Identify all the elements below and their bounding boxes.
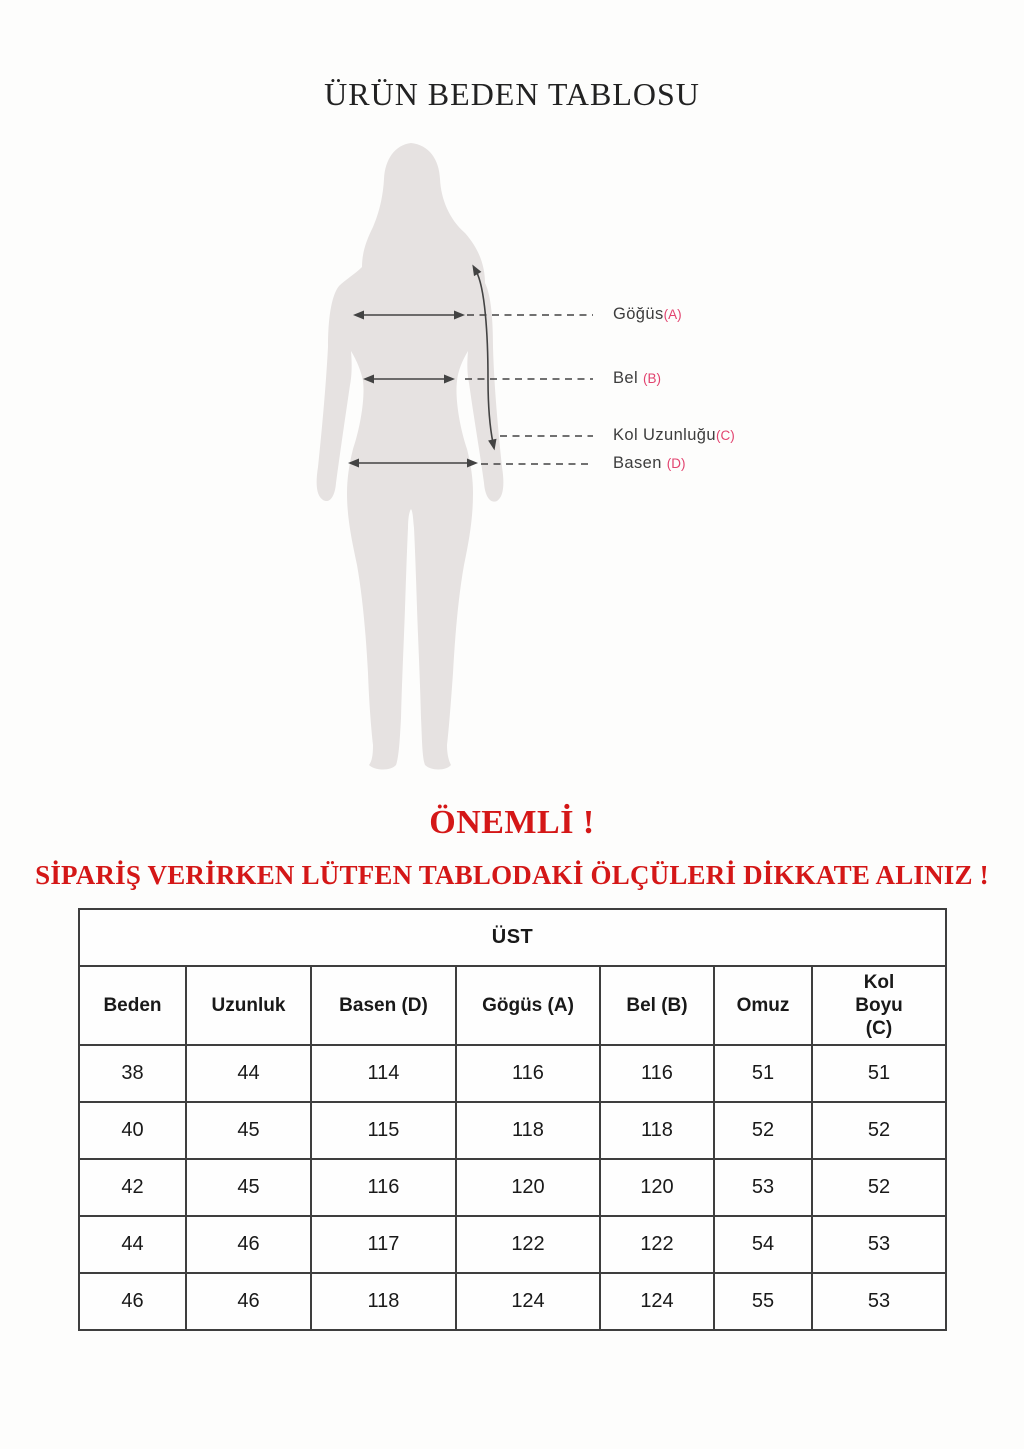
measurement-label-arm-length: [613, 425, 735, 446]
measure-cell: 51: [714, 1045, 812, 1102]
column-header-4: Bel (B): [600, 966, 714, 1045]
page-title: ÜRÜN BEDEN TABLOSU: [324, 76, 700, 112]
measure-cell: 124: [600, 1273, 714, 1330]
table-row: [79, 1102, 946, 1159]
measure-cell: 52: [812, 1159, 946, 1216]
measure-cell: 118: [600, 1102, 714, 1159]
measurement-letter: (A): [663, 307, 682, 322]
measurement-label-text: Bel: [613, 369, 644, 387]
size-cell: 42: [79, 1159, 186, 1216]
measurement-label-hip: [613, 453, 686, 474]
size-cell: 46: [79, 1273, 186, 1330]
female-silhouette-graphic: [295, 135, 615, 785]
measure-cell: 120: [600, 1159, 714, 1216]
measure-cell: 53: [714, 1159, 812, 1216]
column-header-5: Omuz: [714, 966, 812, 1045]
measure-cell: 55: [714, 1273, 812, 1330]
important-heading: ÖNEMLİ !: [429, 804, 595, 841]
measure-cell: 116: [311, 1159, 456, 1216]
column-header-0: Beden: [79, 966, 186, 1045]
measure-cell: 116: [456, 1045, 600, 1102]
measure-cell: 116: [600, 1045, 714, 1102]
column-header-6: Kol Boyu (C): [812, 966, 946, 1045]
measurement-diagram: [295, 135, 995, 785]
table-row: [79, 1045, 946, 1102]
measure-cell: 45: [186, 1159, 311, 1216]
table-row: [79, 1273, 946, 1330]
measure-cell: 122: [456, 1216, 600, 1273]
measure-cell: 115: [311, 1102, 456, 1159]
measurement-letter: (C): [715, 428, 735, 443]
important-note: SİPARİŞ VERİRKEN LÜTFEN TABLODAKİ ÖLÇÜLERİ DİKKATE ALINIZ !: [35, 860, 989, 890]
column-header-1: Uzunluk: [186, 966, 311, 1045]
table-row: [79, 1216, 946, 1273]
size-cell: 40: [79, 1102, 186, 1159]
measure-cell: 46: [186, 1273, 311, 1330]
column-header-2: Basen (D): [311, 966, 456, 1045]
measure-cell: 53: [812, 1273, 946, 1330]
measure-cell: 54: [714, 1216, 812, 1273]
measure-cell: 118: [311, 1273, 456, 1330]
measure-cell: 51: [812, 1045, 946, 1102]
table-row: [79, 1159, 946, 1216]
size-cell: 44: [79, 1216, 186, 1273]
measurement-label-text: Basen: [613, 454, 667, 472]
measurement-letter: (D): [666, 456, 686, 471]
table-column-header-row: [79, 966, 946, 1045]
measure-cell: 44: [186, 1045, 311, 1102]
measure-cell: 117: [311, 1216, 456, 1273]
measure-cell: 120: [456, 1159, 600, 1216]
measurement-label-text: Göğüs: [613, 305, 664, 323]
measure-cell: 122: [600, 1216, 714, 1273]
measure-cell: 46: [186, 1216, 311, 1273]
measurement-letter: (B): [643, 371, 662, 386]
measurement-label-text: Kol Uzunluğu: [613, 426, 716, 444]
measurement-label-chest: [613, 304, 682, 325]
size-table: [78, 908, 947, 1331]
measure-cell: 52: [714, 1102, 812, 1159]
column-header-3: Gögüs (A): [456, 966, 600, 1045]
measure-cell: 52: [812, 1102, 946, 1159]
measure-cell: 114: [311, 1045, 456, 1102]
table-group-header: ÜST: [79, 909, 946, 966]
size-cell: 38: [79, 1045, 186, 1102]
measure-cell: 118: [456, 1102, 600, 1159]
measure-cell: 45: [186, 1102, 311, 1159]
female-silhouette: [317, 143, 504, 770]
measurement-label-waist: [613, 368, 661, 389]
table-group-header-row: [79, 909, 946, 966]
measure-cell: 53: [812, 1216, 946, 1273]
measure-cell: 124: [456, 1273, 600, 1330]
